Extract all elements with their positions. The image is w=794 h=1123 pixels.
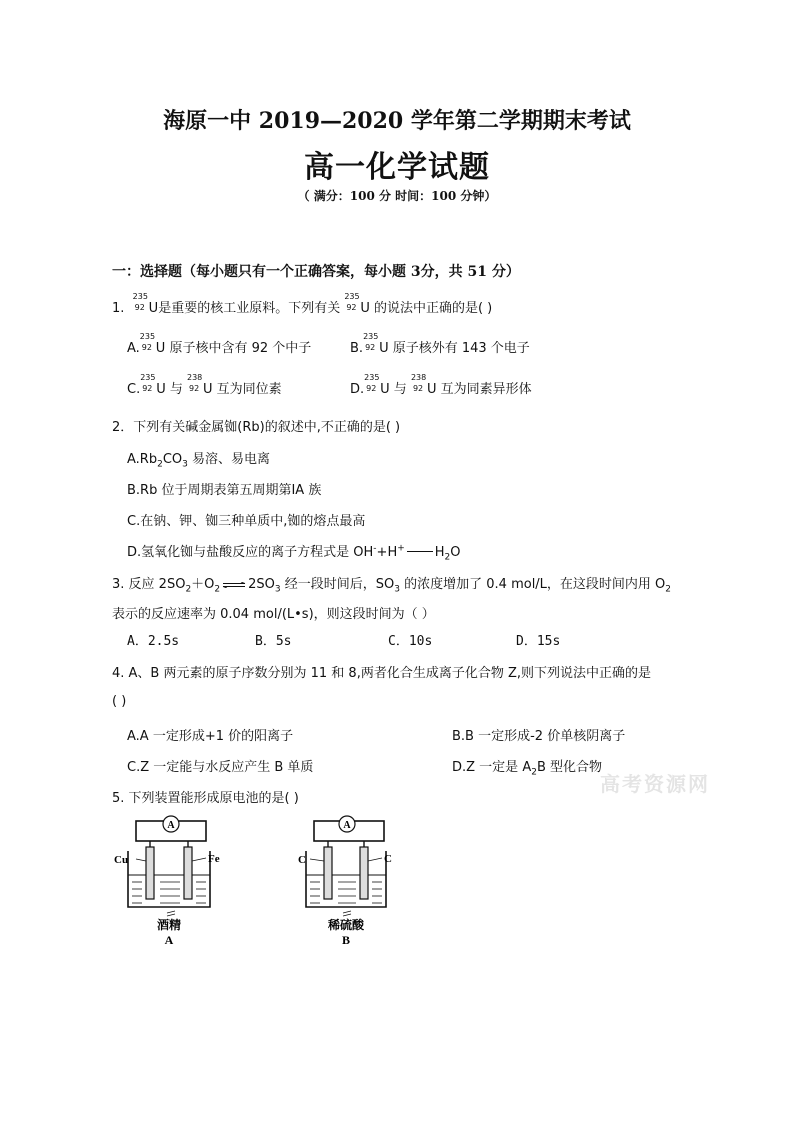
liquid-hatching	[132, 882, 206, 903]
question-4-option-d: D.Z 一定是 $A_2B$ 型化合物	[452, 760, 603, 778]
question-3-line-2: 表示的反应速率为 0.04 mol/(L•s)，则这段时间为（ ）	[112, 607, 435, 622]
liquid-label: 稀硫酸	[327, 918, 365, 932]
nuclide-u235: 235 92	[344, 292, 360, 312]
question-4-option-b: B.B 一定形成-2 价单核阴离子	[452, 729, 626, 744]
question-3-line-1: 3. 反应 $2SO_2+O_2$ $2SO_3$ 经一段时间后，$SO_3$ 的浓度增加了 0.4 mol/L，在这段时间内用 $O_2$	[112, 577, 672, 595]
liquid-hatching	[310, 882, 382, 903]
nuclide-u235: 235 92	[132, 292, 148, 312]
question-4-line-2: ( )	[112, 694, 127, 709]
watermark: 高考资源网	[600, 772, 710, 796]
ammeter-label: A	[167, 820, 175, 831]
electrode-right	[184, 847, 192, 899]
electrode-left	[324, 847, 332, 899]
question-2-option-c: C.在钠、钾、铷三种单质中,铷的熔点最高	[127, 514, 366, 529]
question-4-option-c: C.Z 一定能与水反应产生 B 单质	[127, 760, 314, 775]
equals-arrow	[407, 551, 433, 552]
figure-label: A	[164, 933, 174, 947]
galvanic-cell-figure-b	[288, 815, 418, 950]
electrode-right	[360, 847, 368, 899]
question-1-stem: 1. 235 92 U是重要的核工业原料。下列有关 235 92 U 的说法中正确的是( )	[112, 292, 493, 316]
question-5-stem: 5. 下列装置能形成原电池的是( )	[112, 791, 299, 806]
electrode-left	[146, 847, 154, 899]
electrode-right-label: C	[384, 853, 392, 865]
question-number: 1.	[112, 301, 125, 316]
question-3-option-a: A．2.5s	[127, 634, 180, 649]
question-2-option-d: D.氢氧化铷与盐酸反应的离子方程式是 OH-+H+ $H_2O$	[127, 543, 461, 563]
question-3-option-d: D．15s	[516, 634, 561, 649]
question-3-option-c: C．10s	[388, 634, 433, 649]
question-4-option-a: A.A 一定形成+1 价的阳离子	[127, 729, 294, 744]
exam-meta: （ 满分：100 分 时间：100 分钟）	[297, 189, 497, 203]
exam-subtitle: 高一化学试题	[304, 150, 490, 185]
section-title: 一：选择题（每小题只有一个正确答案，每小题 3分，共 51 分）	[112, 264, 520, 280]
electrode-left-label: C	[298, 854, 306, 866]
electrode-right-label: Fe	[208, 853, 220, 865]
question-2-stem: 2．下列有关碱金属铷(Rb)的叙述中,不正确的是( )	[112, 420, 401, 435]
exam-title: 海原一中 2019—2020 学年第二学期期末考试	[163, 108, 631, 134]
question-2-option-a: $A.Rb_2CO_3$ 易溶、易电离	[127, 452, 271, 470]
reversible-arrow-icon	[222, 582, 246, 588]
question-1-option-a: A. 235 92 U 原子核中含有 92 个中子	[127, 332, 312, 356]
liquid-label: 酒精	[156, 918, 182, 932]
electrode-left-label: Cu	[114, 854, 129, 866]
question-3-option-b: B．5s	[255, 634, 292, 649]
figure-label: B	[341, 933, 351, 947]
question-1-option-c: C. 235 92 U 与 238 92 U 互为同位素	[127, 373, 282, 397]
question-1-option-d: D. 235 92 U 与 238 92 U 互为同素异形体	[350, 373, 532, 397]
question-4-line-1: 4. A、B 两元素的原子序数分别为 11 和 8,两者化合生成离子化合物 Z,则下列说法中正确的是	[112, 666, 651, 681]
ammeter-label: A	[343, 820, 351, 831]
galvanic-cell-figure-a	[110, 815, 240, 950]
question-2-option-b: B.Rb 位于周期表第五周期第ⅠA 族	[127, 483, 322, 498]
question-1-option-b: B. 235 92 U 原子核外有 143 个电子	[350, 332, 530, 356]
